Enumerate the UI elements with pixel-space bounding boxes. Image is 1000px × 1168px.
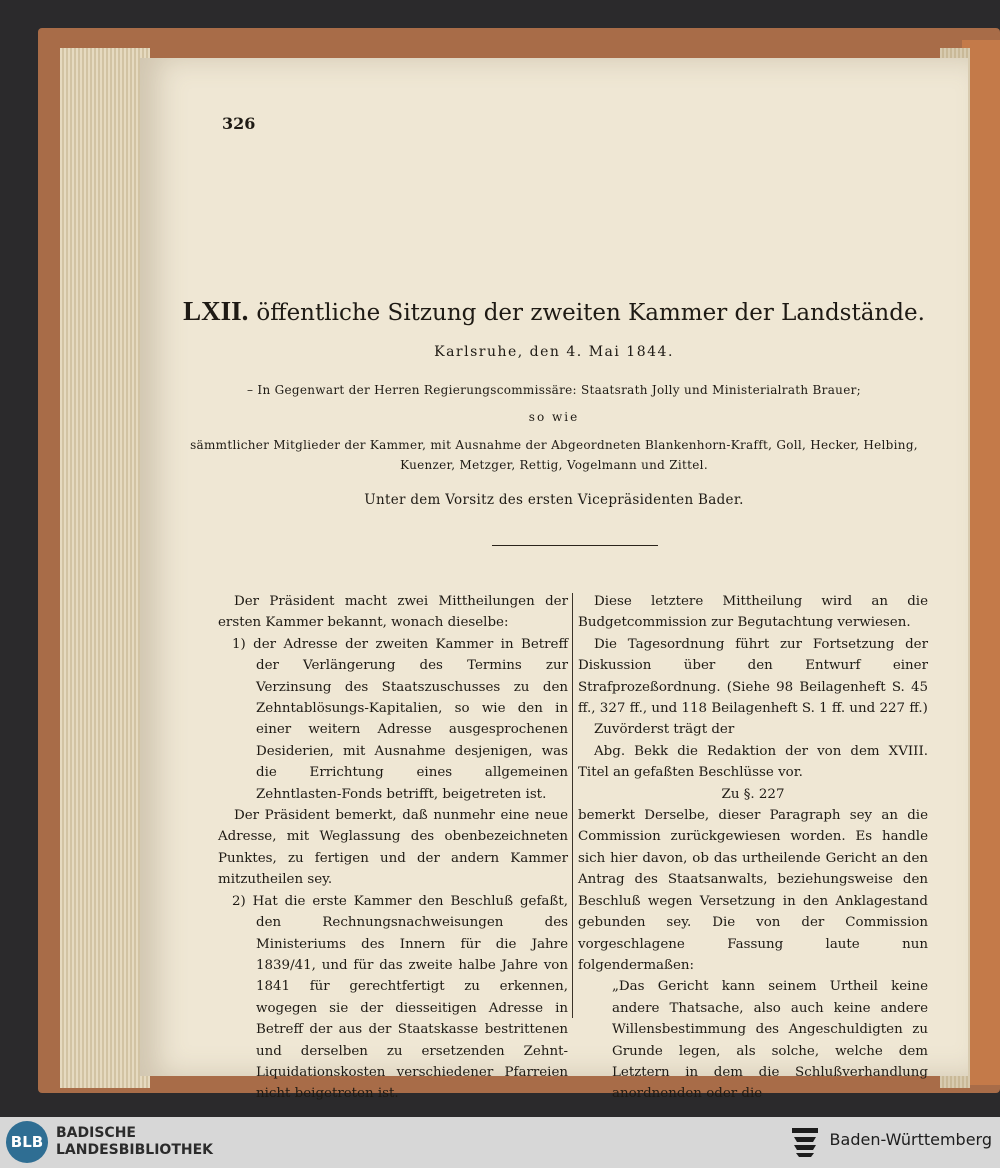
blb-logo[interactable]: BLB xyxy=(6,1121,48,1163)
right-paragraph: Zuvörderst trägt der xyxy=(594,722,735,738)
chair-line: Unter dem Vorsitz des ersten Vicepräsidenten Bader. xyxy=(364,492,744,508)
right-paragraph: bemerkt Derselbe, dieser Paragraph sey an die Commission zurückgewiesen worden. Es handle sich hier davon, ob das urtheilende Gericht an den Antrag des Staatsanwalts, beziehungsweise den Beschluß wegen Versetzung in den Anklagestand gebunden sey. Die von der Commission vorgeschlagene Fassung laute nun folgendermaßen: xyxy=(578,808,928,973)
members-line-2: Kuenzer, Metzger, Rettig, Vogelmann und Zittel. xyxy=(400,458,708,472)
place-date: Karlsruhe, den 4. Mai 1844. xyxy=(434,344,674,360)
book-page xyxy=(140,58,968,1102)
page-number: 326 xyxy=(222,114,256,133)
library-name[interactable] xyxy=(56,1125,213,1159)
page-title xyxy=(140,296,968,327)
page-edges-left xyxy=(60,48,150,1088)
right-paragraph: Diese letztere Mittheilung wird an die Budgetcommission zur Begutachtung verwiesen. xyxy=(578,594,928,631)
left-paragraph: 1) der Adresse der zweiten Kammer in Betreff der Verlängerung des Termins zur Verzinsung des Staatszuschusses zu den Zehntablösungs-Kapitalien, so wie den in einer weitern Adresse ausgesprochenen Desiderien, mit Ausnahme desjenigen, was die Errichtung eines allgemeinen Zehntlasten-Fonds betrifft, beigetreten ist. xyxy=(232,636,568,802)
library-name-line-2: LANDESBIBLIOTHEK xyxy=(56,1142,214,1158)
so-wie-line: so wie xyxy=(528,410,580,424)
section-heading: Zu §. 227 xyxy=(721,786,785,802)
separator-rule xyxy=(492,545,658,546)
library-name-line-1: BADISCHE xyxy=(56,1125,136,1141)
right-paragraph: Die Tagesordnung führt zur Fortsetzung der Diskussion über den Entwurf einer Strafprozeßordnung. (Siehe 98 Beilagenheft S. 45 ff., 327 ff., und 118 Beilagenheft S. 1 ff. und 227 ff.) xyxy=(578,636,928,717)
right-paragraph: Abg. Bekk die Redaktion der von dem XVIII. Titel an gefaßten Beschlüsse vor. xyxy=(578,743,928,781)
left-paragraph: 2) Hat die erste Kammer den Beschluß gefaßt, den Rechnungsnachweisungen des Ministeriums des Innern für die Jahre 1839/41, und für das zweite halbe Jahre von 1841 für gerechtfertigt zu erkennen, wogegen sie der diesseitigen Adresse in Betreff der aus der Staatskasse bestrittenen und derselben zu ersetzenden Zehnt-Liquidationskosten verschiedener Pfarreien nicht beigetreten ist. xyxy=(232,893,568,1102)
title-text: öffentliche Sitzung der zweiten Kammer der Landstände. xyxy=(256,300,925,326)
title-roman-numeral: LXII. xyxy=(183,296,249,326)
members-line-1: sämmtlicher Mitglieder der Kammer, mit Ausnahme der Abgeordneten Blankenhorn-Krafft, Goll, Hecker, Helbing, xyxy=(190,438,918,452)
state-logo-text[interactable]: Baden-Württemberg xyxy=(829,1130,992,1149)
left-paragraph: Der Präsident bemerkt, daß nunmehr eine neue Adresse, mit Weglassung des obenbezeichneten Punktes, zu fertigen und der andern Kammer mitzutheilen sey. xyxy=(218,808,568,888)
column-divider xyxy=(572,593,573,1018)
lions-icon xyxy=(790,1125,820,1159)
quoted-paragraph: „Das Gericht kann seinem Urtheil keine andere Thatsache, also auch keine andere Willensbestimmung des Angeschuldigten zu Grunde legen, als solche, welche dem Letztern in dem die Schlußverhandlung anordnenden oder die xyxy=(612,979,928,1102)
left-column xyxy=(218,591,568,1105)
left-paragraph: Der Präsident macht zwei Mittheilungen der ersten Kammer bekannt, wonach dieselbe: xyxy=(218,594,568,631)
footer-bar xyxy=(0,1117,1000,1168)
presence-line: – In Gegenwart der Herren Regierungscommissäre: Staatsrath Jolly und Ministerialrath Brauer; xyxy=(247,383,861,397)
right-column xyxy=(578,591,928,1105)
